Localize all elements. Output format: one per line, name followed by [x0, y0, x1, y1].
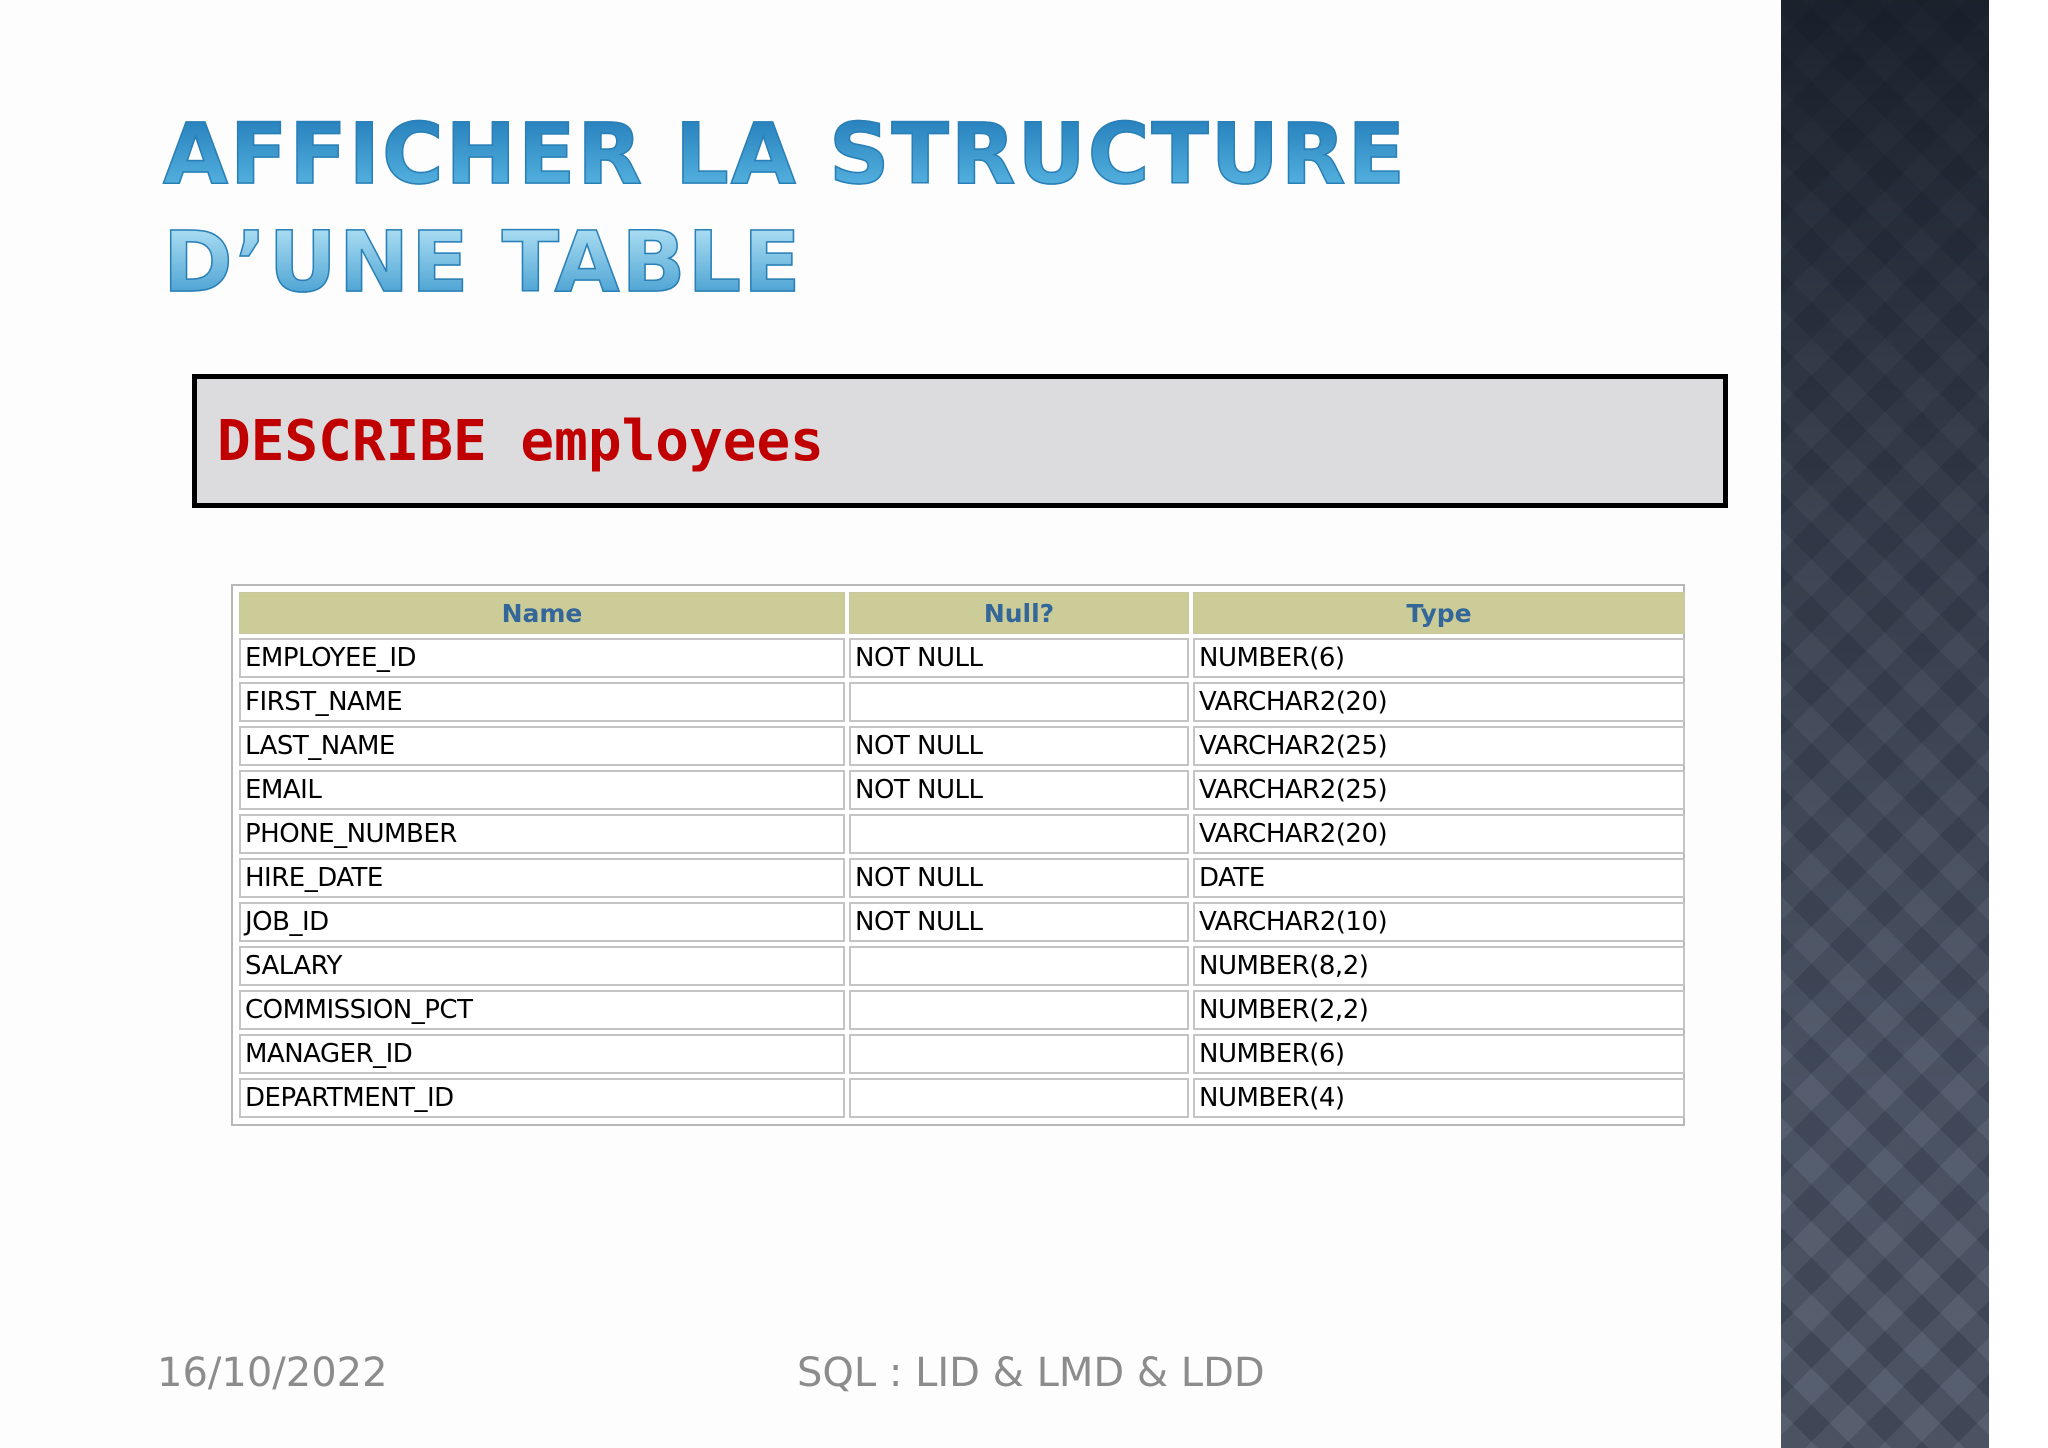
cell-null: NOT NULL [849, 638, 1189, 678]
cell-type: NUMBER(8,2) [1193, 946, 1685, 986]
cell-name: FIRST_NAME [239, 682, 845, 722]
table-row [239, 1034, 1685, 1074]
cell-null [849, 1078, 1189, 1118]
cell-name: SALARY [239, 946, 845, 986]
cell-null: NOT NULL [849, 858, 1189, 898]
cell-type: VARCHAR2(25) [1193, 726, 1685, 766]
table-row [239, 638, 1685, 678]
cell-name: EMPLOYEE_ID [239, 638, 845, 678]
cell-name: JOB_ID [239, 902, 845, 942]
table-row [239, 1078, 1685, 1118]
footer-date: 16/10/2022 [157, 1350, 388, 1396]
column-header-name: Name [239, 592, 845, 634]
cell-name: PHONE_NUMBER [239, 814, 845, 854]
cell-null: NOT NULL [849, 770, 1189, 810]
cell-null: NOT NULL [849, 726, 1189, 766]
cell-type: VARCHAR2(20) [1193, 814, 1685, 854]
cell-name: EMAIL [239, 770, 845, 810]
cell-type: NUMBER(6) [1193, 1034, 1685, 1074]
structure-table [235, 588, 1689, 1122]
column-header-type: Type [1193, 592, 1685, 634]
cell-type: NUMBER(2,2) [1193, 990, 1685, 1030]
table-row [239, 682, 1685, 722]
table-row [239, 858, 1685, 898]
cell-type: VARCHAR2(25) [1193, 770, 1685, 810]
table-row [239, 770, 1685, 810]
cell-null [849, 990, 1189, 1030]
slide-right-margin [1989, 0, 2048, 1448]
table-row [239, 990, 1685, 1030]
describe-output-table [231, 584, 1685, 1126]
table-header-row [239, 592, 1685, 634]
cell-type: NUMBER(4) [1193, 1078, 1685, 1118]
table-row [239, 946, 1685, 986]
cell-name: MANAGER_ID [239, 1034, 845, 1074]
cell-type: VARCHAR2(20) [1193, 682, 1685, 722]
cell-type: NUMBER(6) [1193, 638, 1685, 678]
table-row [239, 814, 1685, 854]
cell-name: HIRE_DATE [239, 858, 845, 898]
cell-null [849, 946, 1189, 986]
cell-type: VARCHAR2(10) [1193, 902, 1685, 942]
cell-null [849, 1034, 1189, 1074]
cell-name: LAST_NAME [239, 726, 845, 766]
slide-title: AFFICHER LA STRUCTURE D’UNE TABLE [163, 100, 1583, 316]
footer-title: SQL : LID & LMD & LDD [797, 1350, 1265, 1396]
code-box [192, 374, 1728, 508]
table-row [239, 902, 1685, 942]
cell-null [849, 682, 1189, 722]
decorative-side-band [1781, 0, 1989, 1448]
column-header-null: Null? [849, 592, 1189, 634]
cell-null [849, 814, 1189, 854]
cell-name: DEPARTMENT_ID [239, 1078, 845, 1118]
table-row [239, 726, 1685, 766]
cell-null: NOT NULL [849, 902, 1189, 942]
sql-command: DESCRIBE employees [217, 409, 824, 474]
cell-type: DATE [1193, 858, 1685, 898]
cell-name: COMMISSION_PCT [239, 990, 845, 1030]
